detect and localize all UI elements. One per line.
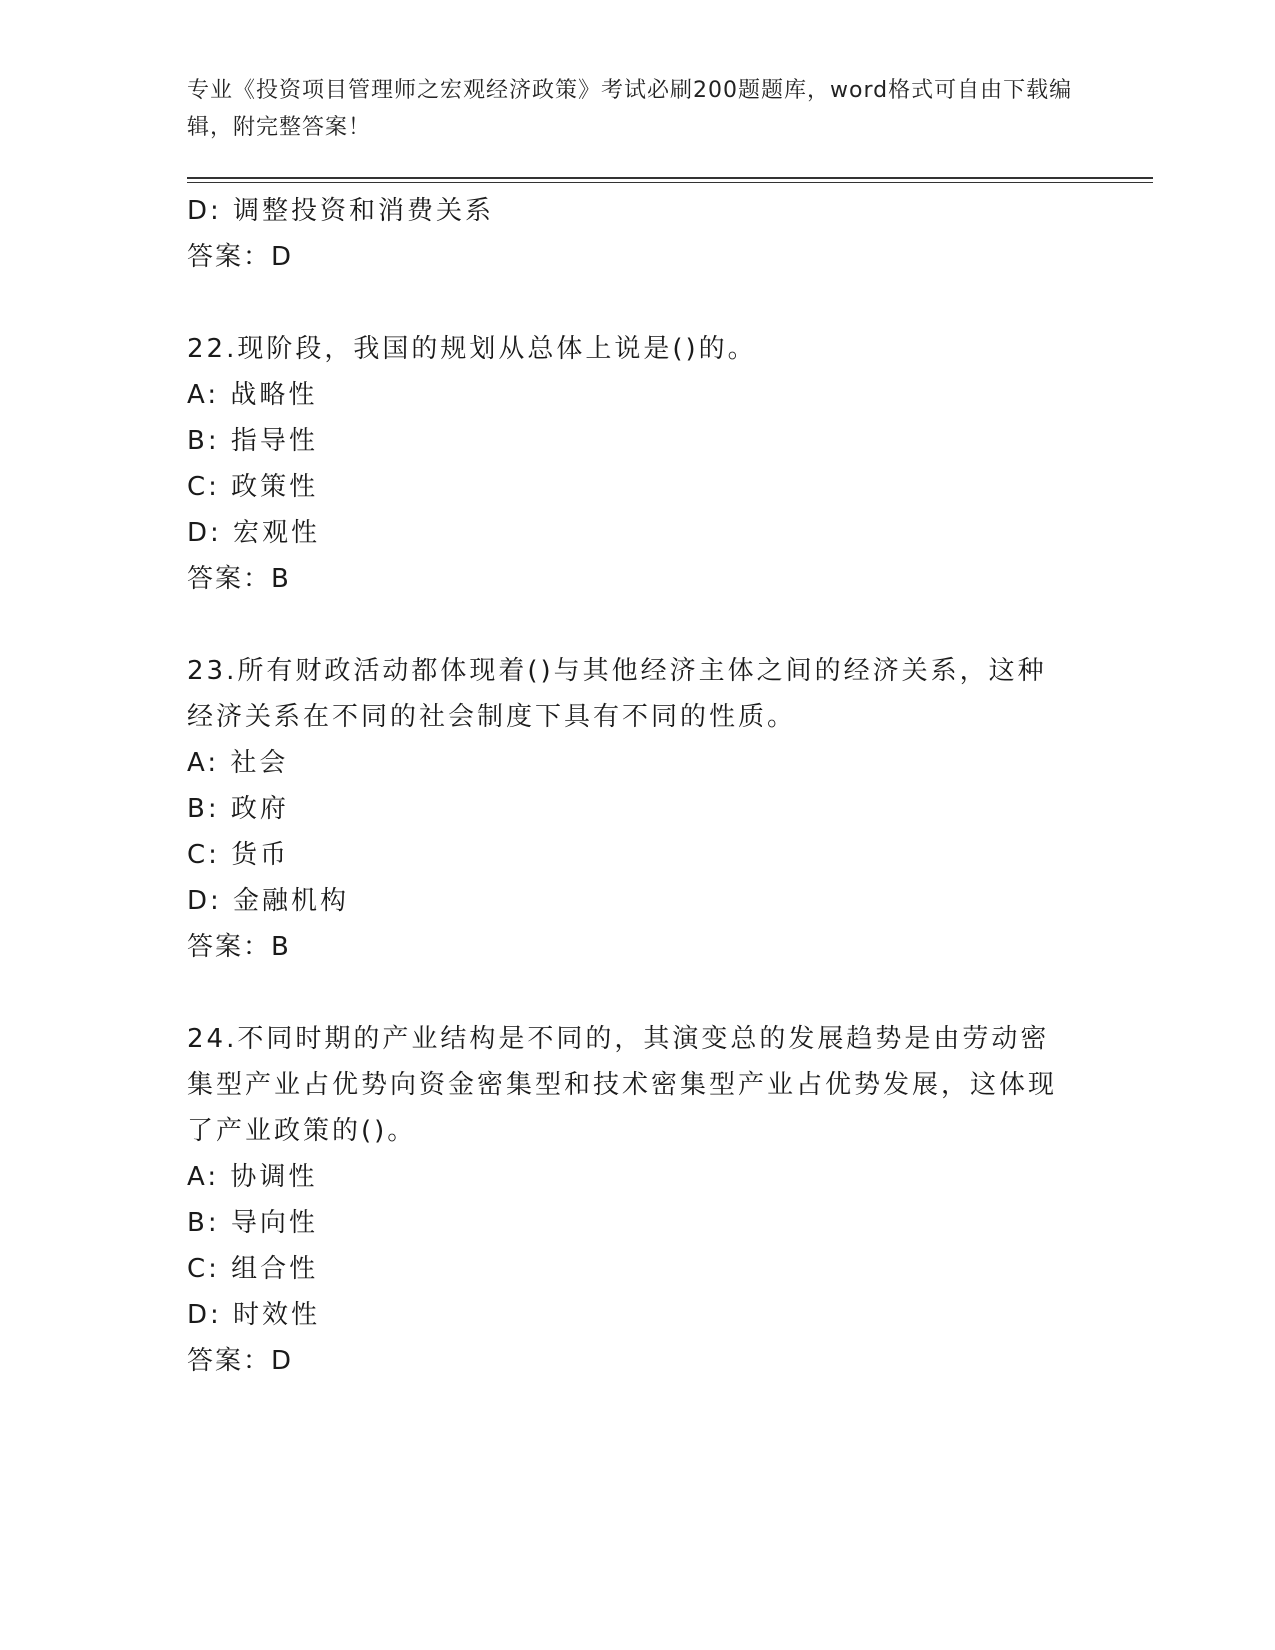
- option-d: D: 宏观性: [187, 518, 321, 548]
- answer-line: 答案：D: [187, 1346, 294, 1376]
- question-stem: 22.现阶段，我国的规划从总体上说是()的。: [187, 334, 757, 364]
- question-24: [187, 1016, 1087, 1384]
- option-a: A: 战略性: [187, 380, 318, 410]
- question-content: [187, 188, 1087, 1384]
- header-divider-thin: [187, 182, 1153, 183]
- continued-question: [187, 188, 1087, 280]
- answer-line: 答案：B: [187, 932, 291, 962]
- spacer: [187, 970, 1087, 1016]
- question-22: [187, 326, 1087, 602]
- spacer: [187, 602, 1087, 648]
- option-d: D: 时效性: [187, 1300, 321, 1330]
- option-c: C: 货币: [187, 840, 290, 870]
- option-a: A: 社会: [187, 748, 289, 778]
- answer-line: 答案：B: [187, 564, 291, 594]
- option-b: B: 指导性: [187, 426, 318, 456]
- question-23: [187, 648, 1087, 970]
- option-a: A: 协调性: [187, 1162, 318, 1192]
- spacer: [187, 280, 1087, 326]
- option-b: B: 导向性: [187, 1208, 318, 1238]
- option-d: D: 金融机构: [187, 886, 350, 916]
- option-d: D: 调整投资和消费关系: [187, 196, 495, 226]
- question-stem: 24.不同时期的产业结构是不同的，其演变总的发展趋势是由劳动密集型产业占优势向资金密集型和技术密集型产业占优势发展，这体现了产业政策的()。: [187, 1024, 1058, 1146]
- option-c: C: 组合性: [187, 1254, 319, 1284]
- question-stem: 23.所有财政活动都体现着()与其他经济主体之间的经济关系，这种经济关系在不同的社会制度下具有不同的性质。: [187, 656, 1047, 732]
- option-b: B: 政府: [187, 794, 289, 824]
- page-header: 专业《投资项目管理师之宏观经济政策》考试必刷200题题库，word格式可自由下载编辑，附完整答案！: [187, 78, 1073, 140]
- answer-line: 答案：D: [187, 242, 294, 272]
- header-divider-thick: [187, 177, 1153, 179]
- option-c: C: 政策性: [187, 472, 319, 502]
